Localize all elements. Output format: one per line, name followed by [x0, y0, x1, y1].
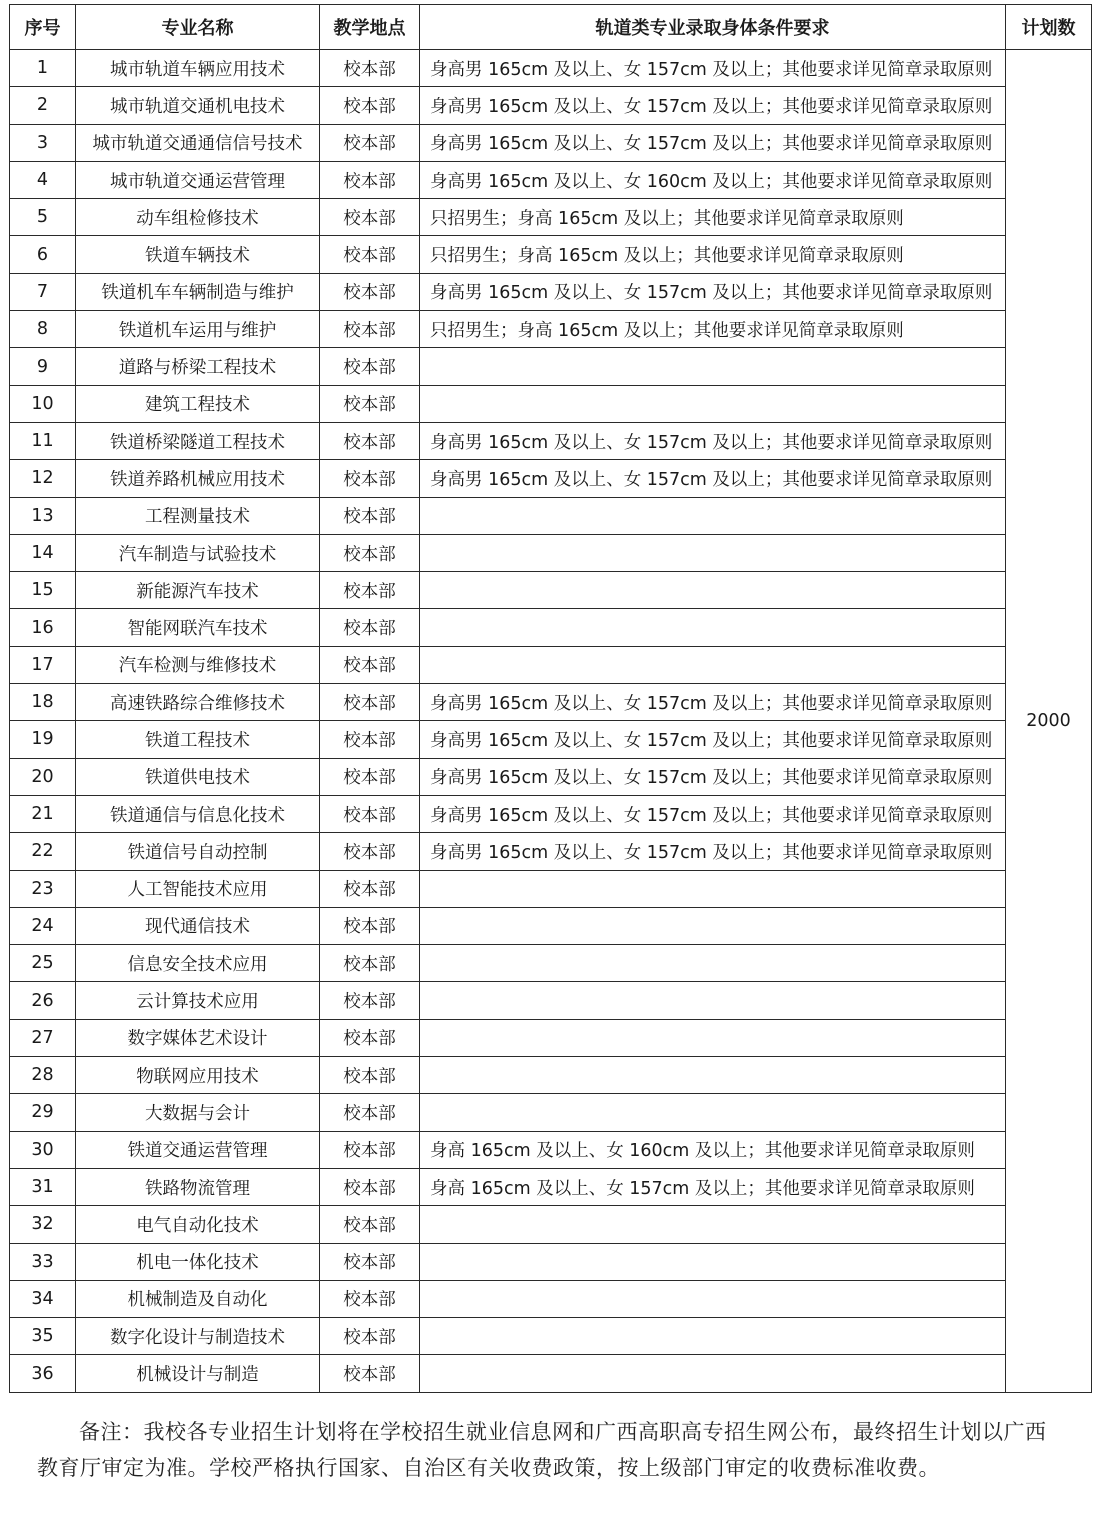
- row-location: 校本部: [320, 124, 420, 161]
- table-row: [10, 1057, 1092, 1094]
- table-row: [10, 1243, 1092, 1280]
- header-plan: 计划数: [1006, 5, 1092, 50]
- row-location: 校本部: [320, 1131, 420, 1168]
- row-location: 校本部: [320, 50, 420, 87]
- row-major: 云计算技术应用: [76, 982, 320, 1019]
- row-major: 机械设计与制造: [76, 1355, 320, 1392]
- row-no: 25: [10, 945, 76, 982]
- row-requirement: [420, 1318, 1006, 1355]
- row-major: 机电一体化技术: [76, 1243, 320, 1280]
- row-no: 36: [10, 1355, 76, 1392]
- row-location: 校本部: [320, 609, 420, 646]
- row-location: 校本部: [320, 1280, 420, 1317]
- row-no: 34: [10, 1280, 76, 1317]
- table-row: [10, 87, 1092, 124]
- enrollment-plan-sheet: [9, 4, 1091, 1393]
- table-row: [10, 311, 1092, 348]
- table-row: [10, 1019, 1092, 1056]
- table-row: [10, 236, 1092, 273]
- table-header-row: [10, 5, 1092, 50]
- row-location: 校本部: [320, 1057, 420, 1094]
- row-requirement: 只招男生；身高 165cm 及以上；其他要求详见简章录取原则: [420, 311, 1006, 348]
- table-row: [10, 422, 1092, 459]
- enrollment-table: [9, 4, 1092, 1393]
- row-requirement: 身高男 165cm 及以上、女 157cm 及以上；其他要求详见简章录取原则: [420, 795, 1006, 832]
- row-location: 校本部: [320, 87, 420, 124]
- row-major: 大数据与会计: [76, 1094, 320, 1131]
- table-row: [10, 945, 1092, 982]
- table-row: [10, 907, 1092, 944]
- row-location: 校本部: [320, 1355, 420, 1392]
- table-row: [10, 124, 1092, 161]
- row-no: 18: [10, 684, 76, 721]
- row-requirement: [420, 1094, 1006, 1131]
- row-major: 动车组检修技术: [76, 199, 320, 236]
- row-requirement: [420, 572, 1006, 609]
- row-requirement: 身高男 165cm 及以上、女 157cm 及以上；其他要求详见简章录取原则: [420, 87, 1006, 124]
- row-location: 校本部: [320, 982, 420, 1019]
- table-row: [10, 1094, 1092, 1131]
- row-requirement: [420, 1206, 1006, 1243]
- row-no: 24: [10, 907, 76, 944]
- row-no: 27: [10, 1019, 76, 1056]
- table-row: [10, 161, 1092, 198]
- row-requirement: [420, 1355, 1006, 1392]
- row-major: 新能源汽车技术: [76, 572, 320, 609]
- row-no: 11: [10, 422, 76, 459]
- row-no: 8: [10, 311, 76, 348]
- table-row: [10, 982, 1092, 1019]
- row-no: 14: [10, 534, 76, 571]
- row-no: 4: [10, 161, 76, 198]
- table-body: [10, 50, 1092, 1393]
- row-major: 铁道供电技术: [76, 758, 320, 795]
- row-requirement: 身高男 165cm 及以上、女 157cm 及以上；其他要求详见简章录取原则: [420, 721, 1006, 758]
- row-major: 信息安全技术应用: [76, 945, 320, 982]
- row-major: 汽车制造与试验技术: [76, 534, 320, 571]
- row-location: 校本部: [320, 1094, 420, 1131]
- row-no: 1: [10, 50, 76, 87]
- row-location: 校本部: [320, 273, 420, 310]
- row-major: 城市轨道车辆应用技术: [76, 50, 320, 87]
- row-no: 16: [10, 609, 76, 646]
- plan-total: 2000: [1006, 50, 1092, 1393]
- row-major: 建筑工程技术: [76, 385, 320, 422]
- table-row: [10, 721, 1092, 758]
- table-row: [10, 1206, 1092, 1243]
- row-location: 校本部: [320, 1243, 420, 1280]
- row-major: 电气自动化技术: [76, 1206, 320, 1243]
- table-row: [10, 50, 1092, 87]
- row-major: 数字化设计与制造技术: [76, 1318, 320, 1355]
- row-major: 铁路物流管理: [76, 1168, 320, 1205]
- row-requirement: [420, 497, 1006, 534]
- row-requirement: [420, 870, 1006, 907]
- row-requirement: [420, 982, 1006, 1019]
- row-requirement: [420, 1280, 1006, 1317]
- row-no: 10: [10, 385, 76, 422]
- row-location: 校本部: [320, 385, 420, 422]
- table-row: [10, 572, 1092, 609]
- row-major: 现代通信技术: [76, 907, 320, 944]
- row-no: 21: [10, 795, 76, 832]
- row-requirement: [420, 534, 1006, 571]
- row-no: 32: [10, 1206, 76, 1243]
- row-no: 23: [10, 870, 76, 907]
- row-location: 校本部: [320, 236, 420, 273]
- row-no: 35: [10, 1318, 76, 1355]
- row-requirement: [420, 646, 1006, 683]
- table-row: [10, 1280, 1092, 1317]
- row-major: 铁道桥梁隧道工程技术: [76, 422, 320, 459]
- row-no: 5: [10, 199, 76, 236]
- row-no: 19: [10, 721, 76, 758]
- row-requirement: 身高男 165cm 及以上、女 157cm 及以上；其他要求详见简章录取原则: [420, 758, 1006, 795]
- row-location: 校本部: [320, 945, 420, 982]
- row-major: 道路与桥梁工程技术: [76, 348, 320, 385]
- row-no: 13: [10, 497, 76, 534]
- row-no: 31: [10, 1168, 76, 1205]
- row-requirement: [420, 1019, 1006, 1056]
- row-requirement: [420, 609, 1006, 646]
- row-major: 机械制造及自动化: [76, 1280, 320, 1317]
- row-requirement: 身高男 165cm 及以上、女 157cm 及以上；其他要求详见简章录取原则: [420, 50, 1006, 87]
- row-requirement: 身高男 165cm 及以上、女 160cm 及以上；其他要求详见简章录取原则: [420, 161, 1006, 198]
- row-requirement: 身高男 165cm 及以上、女 157cm 及以上；其他要求详见简章录取原则: [420, 460, 1006, 497]
- row-no: 26: [10, 982, 76, 1019]
- row-requirement: [420, 1057, 1006, 1094]
- row-major: 铁道机车运用与维护: [76, 311, 320, 348]
- row-major: 城市轨道交通运营管理: [76, 161, 320, 198]
- row-location: 校本部: [320, 758, 420, 795]
- header-requirement: 轨道类专业录取身体条件要求: [420, 5, 1006, 50]
- row-major: 数字媒体艺术设计: [76, 1019, 320, 1056]
- row-location: 校本部: [320, 833, 420, 870]
- row-no: 7: [10, 273, 76, 310]
- row-major: 物联网应用技术: [76, 1057, 320, 1094]
- row-major: 铁道信号自动控制: [76, 833, 320, 870]
- table-row: [10, 795, 1092, 832]
- table-row: [10, 460, 1092, 497]
- header-location: 教学地点: [320, 5, 420, 50]
- table-row: [10, 833, 1092, 870]
- table-row: [10, 199, 1092, 236]
- row-requirement: [420, 907, 1006, 944]
- table-row: [10, 1131, 1092, 1168]
- row-no: 29: [10, 1094, 76, 1131]
- row-location: 校本部: [320, 1318, 420, 1355]
- row-location: 校本部: [320, 311, 420, 348]
- row-location: 校本部: [320, 1019, 420, 1056]
- row-no: 30: [10, 1131, 76, 1168]
- row-location: 校本部: [320, 1168, 420, 1205]
- row-location: 校本部: [320, 646, 420, 683]
- row-location: 校本部: [320, 721, 420, 758]
- table-row: [10, 758, 1092, 795]
- row-requirement: 身高 165cm 及以上、女 160cm 及以上；其他要求详见简章录取原则: [420, 1131, 1006, 1168]
- row-requirement: 只招男生；身高 165cm 及以上；其他要求详见简章录取原则: [420, 199, 1006, 236]
- row-no: 20: [10, 758, 76, 795]
- table-row: [10, 273, 1092, 310]
- row-no: 17: [10, 646, 76, 683]
- row-major: 铁道交通运营管理: [76, 1131, 320, 1168]
- row-no: 28: [10, 1057, 76, 1094]
- row-requirement: [420, 348, 1006, 385]
- row-major: 智能网联汽车技术: [76, 609, 320, 646]
- row-requirement: [420, 945, 1006, 982]
- row-no: 33: [10, 1243, 76, 1280]
- row-requirement: [420, 385, 1006, 422]
- row-location: 校本部: [320, 1206, 420, 1243]
- row-no: 22: [10, 833, 76, 870]
- row-requirement: 身高男 165cm 及以上、女 157cm 及以上；其他要求详见简章录取原则: [420, 833, 1006, 870]
- footnote: 备注：我校各专业招生计划将在学校招生就业信息网和广西高职高专招生网公布，最终招生计划以广西教育厅审定为准。学校严格执行国家、自治区有关收费政策，按上级部门审定的收费标准收费。: [37, 1420, 1047, 1480]
- table-row: [10, 1168, 1092, 1205]
- row-major: 铁道工程技术: [76, 721, 320, 758]
- row-requirement: 只招男生；身高 165cm 及以上；其他要求详见简章录取原则: [420, 236, 1006, 273]
- row-major: 铁道车辆技术: [76, 236, 320, 273]
- row-location: 校本部: [320, 870, 420, 907]
- row-location: 校本部: [320, 348, 420, 385]
- table-row: [10, 646, 1092, 683]
- header-major: 专业名称: [76, 5, 320, 50]
- row-major: 高速铁路综合维修技术: [76, 684, 320, 721]
- row-major: 铁道机车车辆制造与维护: [76, 273, 320, 310]
- row-requirement: [420, 1243, 1006, 1280]
- row-location: 校本部: [320, 534, 420, 571]
- row-requirement: 身高男 165cm 及以上、女 157cm 及以上；其他要求详见简章录取原则: [420, 124, 1006, 161]
- row-no: 6: [10, 236, 76, 273]
- row-major: 铁道养路机械应用技术: [76, 460, 320, 497]
- row-location: 校本部: [320, 795, 420, 832]
- row-requirement: 身高男 165cm 及以上、女 157cm 及以上；其他要求详见简章录取原则: [420, 273, 1006, 310]
- row-major: 铁道通信与信息化技术: [76, 795, 320, 832]
- row-location: 校本部: [320, 907, 420, 944]
- row-requirement: 身高男 165cm 及以上、女 157cm 及以上；其他要求详见简章录取原则: [420, 684, 1006, 721]
- row-no: 2: [10, 87, 76, 124]
- table-row: [10, 1355, 1092, 1392]
- row-major: 城市轨道交通机电技术: [76, 87, 320, 124]
- row-major: 汽车检测与维修技术: [76, 646, 320, 683]
- row-location: 校本部: [320, 684, 420, 721]
- table-row: [10, 385, 1092, 422]
- table-row: [10, 870, 1092, 907]
- table-row: [10, 534, 1092, 571]
- table-row: [10, 684, 1092, 721]
- table-row: [10, 348, 1092, 385]
- row-requirement: 身高男 165cm 及以上、女 157cm 及以上；其他要求详见简章录取原则: [420, 422, 1006, 459]
- row-no: 9: [10, 348, 76, 385]
- row-major: 人工智能技术应用: [76, 870, 320, 907]
- row-location: 校本部: [320, 572, 420, 609]
- table-row: [10, 609, 1092, 646]
- row-major: 工程测量技术: [76, 497, 320, 534]
- row-location: 校本部: [320, 422, 420, 459]
- header-no: 序号: [10, 5, 76, 50]
- row-location: 校本部: [320, 161, 420, 198]
- row-major: 城市轨道交通通信信号技术: [76, 124, 320, 161]
- row-location: 校本部: [320, 460, 420, 497]
- row-no: 3: [10, 124, 76, 161]
- row-location: 校本部: [320, 497, 420, 534]
- row-location: 校本部: [320, 199, 420, 236]
- row-no: 15: [10, 572, 76, 609]
- table-row: [10, 497, 1092, 534]
- table-row: [10, 1318, 1092, 1355]
- row-requirement: 身高 165cm 及以上、女 157cm 及以上；其他要求详见简章录取原则: [420, 1168, 1006, 1205]
- row-no: 12: [10, 460, 76, 497]
